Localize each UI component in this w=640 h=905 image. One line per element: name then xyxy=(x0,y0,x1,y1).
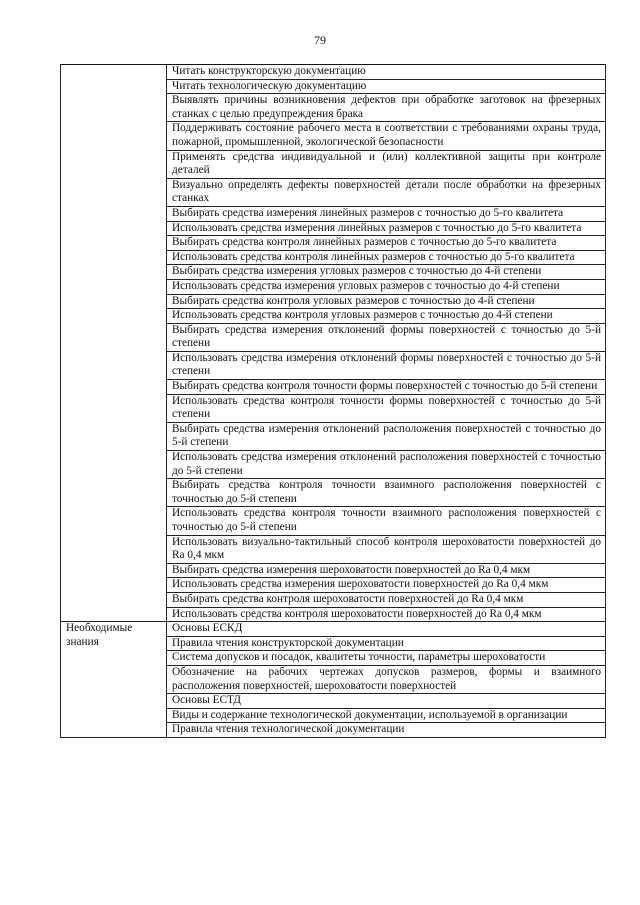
skills-item: Выбирать средства измерения отклонений расположения поверхностей с точностью до 5-й степени xyxy=(167,422,606,450)
skills-item: Использовать средства контроля угловых размеров с точностью до 4-й степени xyxy=(167,309,606,324)
knowledge-row xyxy=(61,622,606,637)
skills-item: Выбирать средства контроля линейных размеров с точностью до 5-го квалитета xyxy=(167,236,606,251)
skills-item: Использовать средства контроля точности взаимного расположения поверхностей с точностью до 5-й степени xyxy=(167,507,606,535)
knowledge-item: Основы ЕСТД xyxy=(167,694,606,709)
requirements-table-body xyxy=(61,65,606,738)
knowledge-item: Виды и содержание технологической документации, используемой в организации xyxy=(167,708,606,723)
skills-item: Читать конструкторскую документацию xyxy=(167,65,606,80)
skills-item: Выбирать средства измерения линейных размеров с точностью до 5-го квалитета xyxy=(167,206,606,221)
knowledge-item: Система допусков и посадок, квалитеты точности, параметры шероховатости xyxy=(167,651,606,666)
skills-item: Использовать средства измерения шероховатости поверхностей до Ra 0,4 мкм xyxy=(167,578,606,593)
knowledge-item: Обозначение на рабочих чертежах допусков размеров, формы и взаимного расположения поверхностей, шероховатости поверхностей xyxy=(167,665,606,693)
skills-item: Выявлять причины возникновения дефектов при обработке заготовок на фрезерных станках с целью предупреждения брака xyxy=(167,94,606,122)
skills-item: Использовать средства измерения угловых размеров с точностью до 4-й степени xyxy=(167,279,606,294)
skills-item: Выбирать средства контроля угловых размеров с точностью до 4-й степени xyxy=(167,294,606,309)
skills-item: Использовать средства измерения линейных размеров с точностью до 5-го квалитета xyxy=(167,221,606,236)
skills-item: Использовать визуально-тактильный способ контроля шероховатости поверхностей до Ra 0,4 мкм xyxy=(167,535,606,563)
skills-item: Выбирать средства измерения отклонений формы поверхностей с точностью до 5-й степени xyxy=(167,323,606,351)
skills-item: Выбирать средства контроля точности взаимного расположения поверхностей с точностью до 5-й степени xyxy=(167,479,606,507)
skills-item: Читать технологическую документацию xyxy=(167,79,606,94)
knowledge-item: Правила чтения технологической документации xyxy=(167,723,606,738)
skills-item: Использовать средства измерения отклонений расположения поверхностей с точностью до 5-й степени xyxy=(167,451,606,479)
skills-item: Использовать средства контроля точности формы поверхностей с точностью до 5-й степени xyxy=(167,394,606,422)
knowledge-item: Правила чтения конструкторской документации xyxy=(167,636,606,651)
skills-row xyxy=(61,65,606,80)
skills-item: Использовать средства контроля линейных размеров с точностью до 5-го квалитета xyxy=(167,250,606,265)
page-number: 79 xyxy=(314,33,326,47)
skills-item: Выбирать средства контроля шероховатости поверхностей до Ra 0,4 мкм xyxy=(167,592,606,607)
skills-item: Использовать средства измерения отклонений формы поверхностей с точностью до 5-й степени xyxy=(167,351,606,379)
skills-label xyxy=(61,65,167,622)
knowledge-item: Основы ЕСКД xyxy=(167,622,606,637)
skills-item: Использовать средства контроля шероховатости поверхностей до Ra 0,4 мкм xyxy=(167,607,606,622)
knowledge-label: Необходимые знания xyxy=(61,622,167,738)
skills-item: Выбирать средства измерения угловых размеров с точностью до 4-й степени xyxy=(167,265,606,280)
skills-item: Выбирать средства измерения шероховатости поверхностей до Ra 0,4 мкм xyxy=(167,563,606,578)
skills-item: Применять средства индивидуальной и (или) коллективной защиты при контроле деталей xyxy=(167,150,606,178)
skills-item: Выбирать средства контроля точности формы поверхностей с точностью до 5-й степени xyxy=(167,380,606,395)
skills-item: Поддерживать состояние рабочего места в соответствии с требованиями охраны труда, пожарной, промышленной, экологической безопасности xyxy=(167,122,606,150)
skills-item: Визуально определять дефекты поверхностей детали после обработки на фрезерных станках xyxy=(167,178,606,206)
requirements-table xyxy=(60,64,606,738)
